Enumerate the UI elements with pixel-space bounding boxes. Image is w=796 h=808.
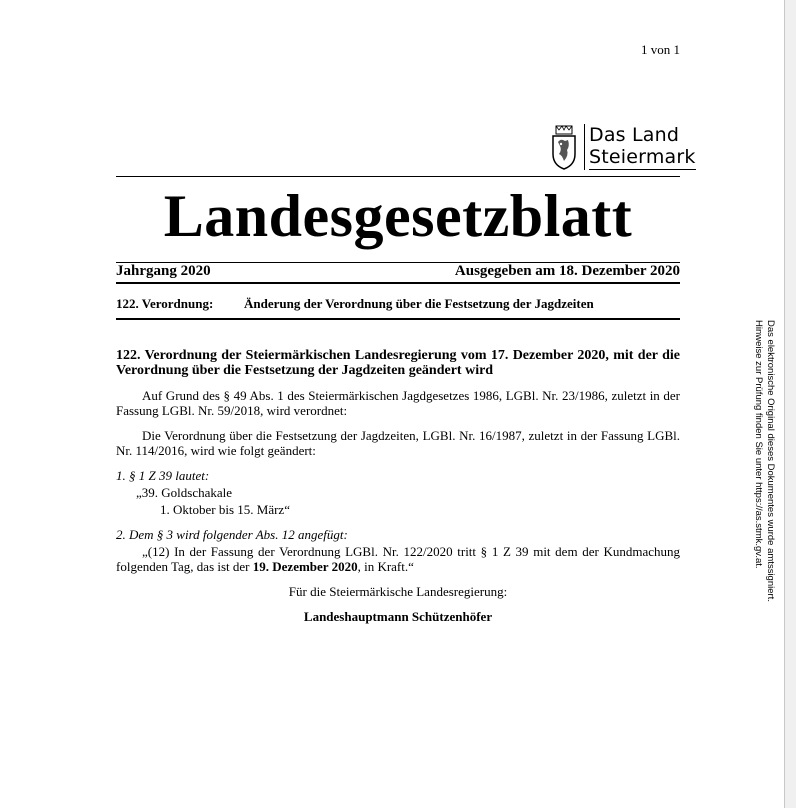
side-note-line-1: Das elektronische Original dieses Dokumentes wurde amtssigniert. (765, 320, 776, 602)
item-2-text-b: , in Kraft.“ (357, 559, 414, 574)
scrollbar[interactable] (784, 0, 796, 808)
issue-meta (116, 263, 680, 280)
styrian-crest-icon (550, 124, 578, 170)
item-1-title: 1. § 1 Z 39 lautet: (116, 468, 210, 483)
logo-text (584, 124, 696, 170)
meta-rule-bottom (116, 282, 680, 284)
header-rule (116, 176, 680, 177)
effective-date: 19. Dezember 2020 (252, 559, 358, 574)
subject-label: 122. Verordnung: (116, 296, 214, 311)
side-note-line-2: Hinweise zur Prüfung finden Sie unter https://as.stmk.gv.at. (753, 320, 764, 569)
item-2-text-a: „(12) In der Fassung der Verordnung LGBl. Nr. 122/2020 tritt § 1 Z 39 mit dem der Kundmachung folgenden Tag, das ist der (116, 544, 680, 574)
signature-name: Landeshauptmann Schützenhöfer (303, 609, 493, 624)
side-note-text (752, 320, 776, 602)
regulation-heading: 122. Verordnung der Steiermärkischen Landesregierung vom 17. Dezember 2020, mit der die Verordnung über die Festsetzung der Jagdzeiten geändert wird (116, 348, 680, 378)
item-1-line-1: „39. Goldschakale (136, 485, 233, 500)
logo-line-2: Steiermark (589, 146, 696, 168)
subject-title: Änderung der Verordnung über die Festsetzung der Jagdzeiten (244, 296, 594, 311)
item-2-text (116, 544, 680, 574)
paragraph-legal-basis: Auf Grund des § 49 Abs. 1 des Steiermärkischen Jagdgesetzes 1986, LGBl. Nr. 23/1986, zuletzt in der Fassung LGBl. Nr. 59/2018, wird verordnet: (116, 388, 680, 418)
logo-line-1: Das Land (589, 124, 680, 146)
year-label: Jahrgang 2020 (116, 263, 211, 279)
logo-das-land-steiermark (550, 124, 696, 178)
item-1-line-2: 1. Oktober bis 15. März“ (160, 502, 290, 517)
masthead-title: Landesgesetzblatt (163, 183, 633, 249)
subject-rule (116, 318, 680, 320)
signature-side-note (752, 318, 776, 602)
issue-date: Ausgegeben am 18. Dezember 2020 (454, 263, 680, 279)
signature-for: Für die Steiermärkische Landesregierung: (288, 584, 508, 599)
subject-line (116, 296, 680, 312)
paragraph-amendment-intro: Die Verordnung über die Festsetzung der Jagdzeiten, LGBl. Nr. 16/1987, zuletzt in der Fassung LGBl. Nr. 114/2016, wird wie folgt geändert: (116, 428, 680, 458)
item-2-title: 2. Dem § 3 wird folgender Abs. 12 angefügt: (116, 527, 348, 542)
page-number: 1 von 1 (641, 42, 680, 57)
document-body (116, 348, 680, 637)
